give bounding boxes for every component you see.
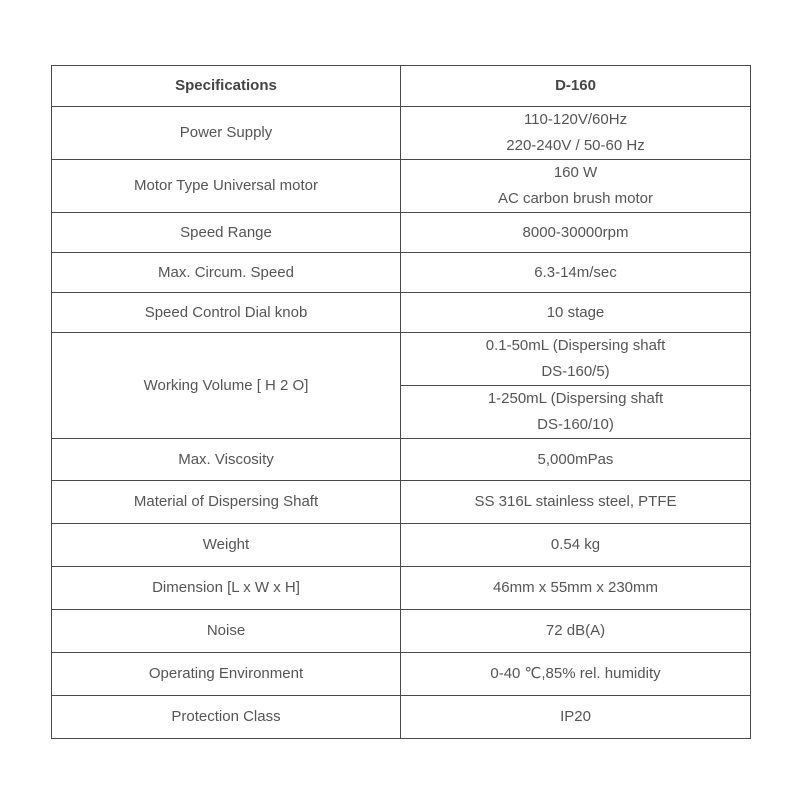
row-label: Power Supply [52, 107, 401, 160]
value-line: 0.1-50mL (Dispersing shaft [485, 337, 666, 354]
row-label: Max. Circum. Speed [52, 253, 401, 293]
row-value [401, 386, 751, 439]
table-header-row [52, 66, 751, 107]
row-label: Max. Viscosity [52, 439, 401, 481]
value-line: 1-250mL (Dispersing shaft [487, 390, 664, 407]
row-label: Weight [52, 524, 401, 567]
value-line: 160 W [553, 164, 598, 181]
table-row [52, 610, 751, 653]
row-value: 5,000mPas [401, 439, 751, 481]
table-row [52, 160, 751, 213]
table-row [52, 293, 751, 333]
row-label: Speed Control Dial knob [52, 293, 401, 333]
row-value: 46mm x 55mm x 230mm [401, 567, 751, 610]
table-row [52, 107, 751, 160]
row-value: 10 stage [401, 293, 751, 333]
table-row [52, 524, 751, 567]
specifications-table [51, 65, 751, 739]
row-value: 0-40 ℃,85% rel. humidity [401, 653, 751, 696]
row-label: Working Volume [ H 2 O] [52, 333, 401, 439]
table-row [52, 653, 751, 696]
row-label: Motor Type Universal motor [52, 160, 401, 213]
header-model: D-160 [401, 66, 751, 107]
value-line: AC carbon brush motor [497, 190, 654, 207]
value-line: DS-160/5) [541, 363, 610, 380]
row-value: SS 316L stainless steel, PTFE [401, 481, 751, 524]
row-value [401, 160, 751, 213]
table-row [52, 567, 751, 610]
row-label: Operating Environment [52, 653, 401, 696]
table-row [52, 696, 751, 739]
row-value: 8000-30000rpm [401, 213, 751, 253]
row-value: 72 dB(A) [401, 610, 751, 653]
value-line: 220-240V / 50-60 Hz [506, 137, 645, 154]
value-line: DS-160/10) [537, 416, 614, 433]
header-specifications: Specifications [52, 66, 401, 107]
table-row [52, 253, 751, 293]
row-label: Dimension [L x W x H] [52, 567, 401, 610]
row-label: Speed Range [52, 213, 401, 253]
table-row [52, 481, 751, 524]
row-value [401, 107, 751, 160]
row-label: Material of Dispersing Shaft [52, 481, 401, 524]
value-line: 110-120V/60Hz [523, 111, 628, 128]
table-row [52, 333, 751, 386]
row-label: Protection Class [52, 696, 401, 739]
row-value: 0.54 kg [401, 524, 751, 567]
table-row [52, 439, 751, 481]
row-value: IP20 [401, 696, 751, 739]
table-row [52, 213, 751, 253]
row-label: Noise [52, 610, 401, 653]
row-value: 6.3-14m/sec [401, 253, 751, 293]
row-value [401, 333, 751, 386]
